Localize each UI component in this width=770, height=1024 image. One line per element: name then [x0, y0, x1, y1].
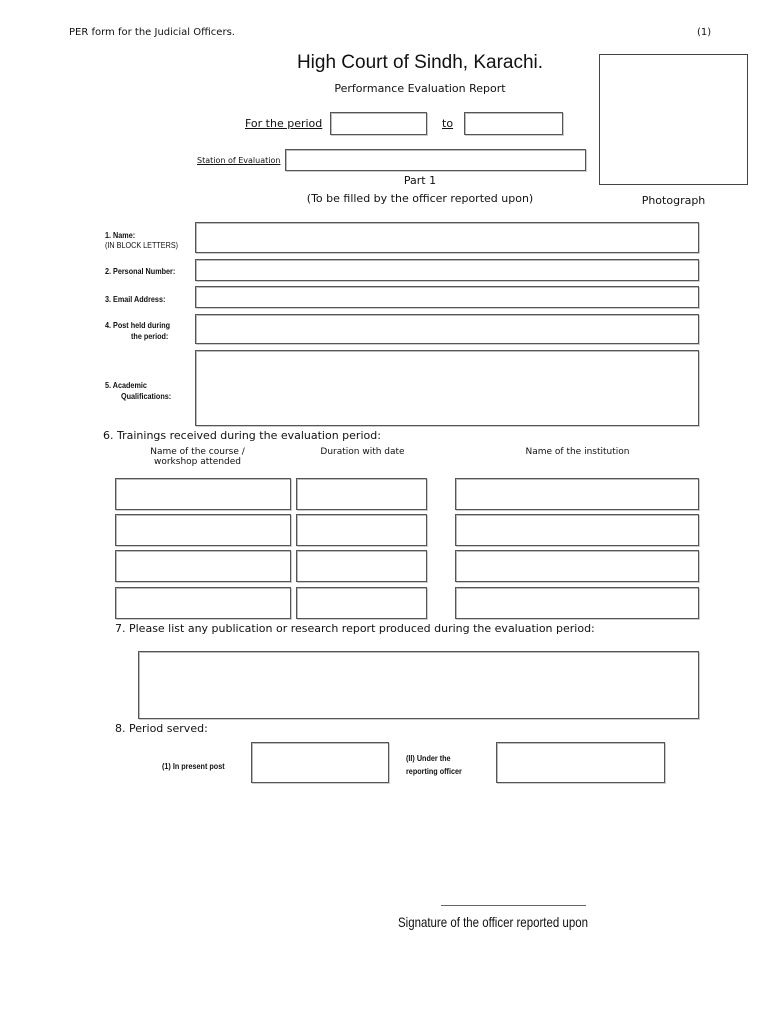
training-row-2-course[interactable] — [115, 514, 291, 546]
training-row-1-institution[interactable] — [455, 478, 699, 510]
period-from-input[interactable] — [330, 112, 427, 135]
under-officer-label-cont: reporting officer — [406, 766, 462, 776]
personal-number-input[interactable] — [195, 259, 699, 281]
training-row-1-duration[interactable] — [296, 478, 427, 510]
photograph-label: Photograph — [641, 194, 706, 207]
academic-label-cont: Qualifications: — [121, 391, 172, 401]
academic-label: 5. Academic — [105, 380, 147, 390]
name-input[interactable] — [195, 222, 699, 253]
photograph-box[interactable] — [599, 54, 748, 185]
signature-label: Signature of the officer reported upon — [398, 914, 588, 930]
publications-input[interactable] — [138, 651, 699, 719]
training-row-3-institution[interactable] — [455, 550, 699, 582]
training-row-2-duration[interactable] — [296, 514, 427, 546]
form-header-title: PER form for the Judicial Officers. — [69, 27, 235, 38]
col-duration-header: Duration with date — [320, 447, 405, 457]
signature-line[interactable] — [441, 905, 586, 906]
training-row-1-course[interactable] — [115, 478, 291, 510]
post-label-cont: the period: — [131, 331, 169, 341]
email-input[interactable] — [195, 286, 699, 308]
present-post-label: (1) In present post — [162, 761, 225, 771]
page-number: (1) — [697, 27, 712, 38]
present-post-input[interactable] — [251, 742, 389, 783]
for-period-label: For the period — [245, 117, 323, 130]
period-served-heading: 8. Period served: — [115, 722, 208, 735]
col-course-header — [125, 447, 270, 467]
station-label: Station of Evaluation — [197, 156, 281, 165]
station-input[interactable] — [285, 149, 586, 171]
col-course-header-line2: workshop attended — [153, 457, 242, 467]
email-label: 3. Email Address: — [105, 294, 166, 304]
part-title: Part 1 — [403, 174, 437, 187]
training-row-3-course[interactable] — [115, 550, 291, 582]
trainings-heading: 6. Trainings received during the evaluation period: — [103, 429, 381, 442]
col-institution-header: Name of the institution — [525, 447, 630, 457]
publications-heading: 7. Please list any publication or research report produced during the evaluation period: — [115, 622, 595, 635]
training-row-2-institution[interactable] — [455, 514, 699, 546]
personal-number-label: 2. Personal Number: — [105, 266, 176, 276]
name-label: 1. Name: — [105, 230, 136, 240]
training-row-4-duration[interactable] — [296, 587, 427, 619]
under-officer-label: (II) Under the — [406, 753, 451, 763]
name-sublabel: (IN BLOCK LETTERS) — [105, 240, 179, 250]
report-title: Performance Evaluation Report — [334, 82, 506, 95]
period-to-input[interactable] — [464, 112, 563, 135]
court-title: High Court of Sindh, Karachi. — [296, 52, 544, 73]
academic-input[interactable] — [195, 350, 699, 426]
training-row-4-institution[interactable] — [455, 587, 699, 619]
under-officer-input[interactable] — [496, 742, 665, 783]
post-label: 4. Post held during — [105, 320, 171, 330]
post-input[interactable] — [195, 314, 699, 344]
col-course-header-line1: Name of the course / — [150, 447, 245, 457]
training-row-3-duration[interactable] — [296, 550, 427, 582]
period-to-label: to — [442, 117, 454, 130]
training-row-4-course[interactable] — [115, 587, 291, 619]
part-subtitle: (To be filled by the officer reported upon) — [306, 192, 534, 205]
